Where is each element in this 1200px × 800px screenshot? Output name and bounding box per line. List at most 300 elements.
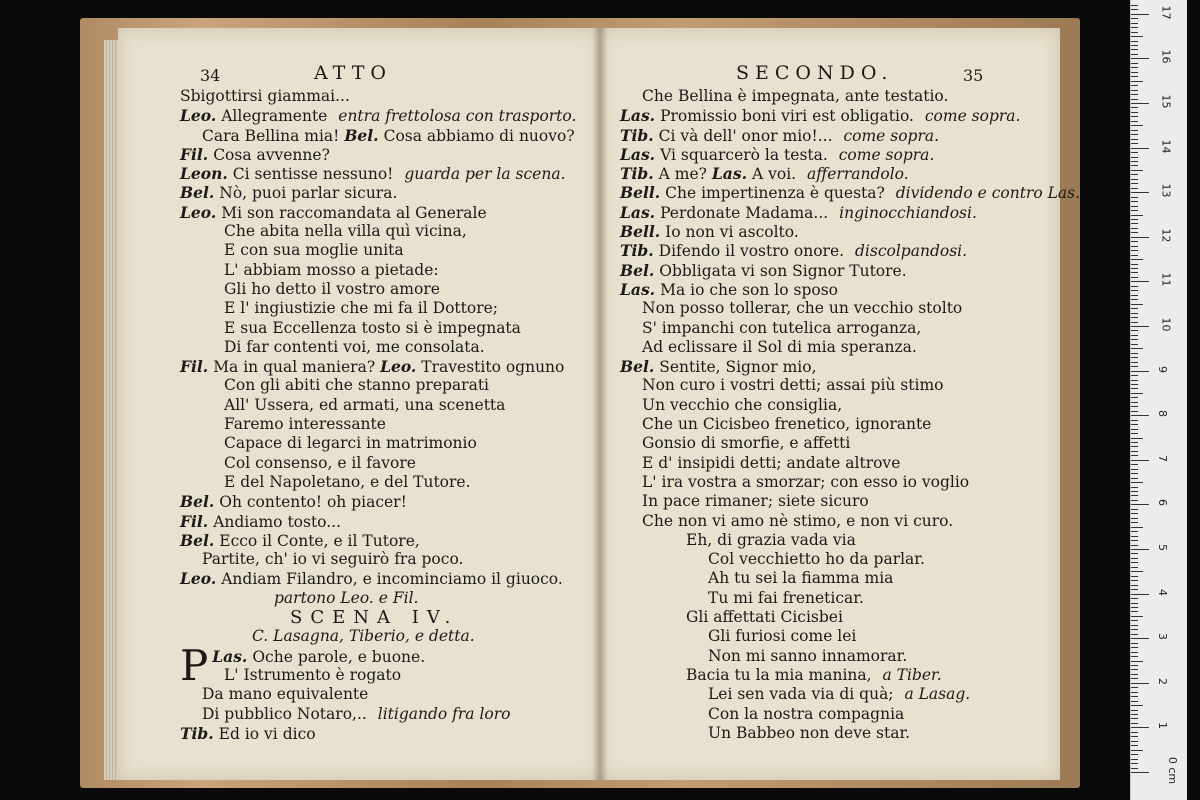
ruler-tick — [1131, 99, 1138, 100]
text-line — [180, 627, 576, 646]
ruler-tick — [1131, 139, 1138, 140]
ruler-tick — [1131, 656, 1138, 657]
ruler-tick — [1131, 603, 1138, 604]
text-line — [180, 705, 576, 724]
verse-text: E con sua moglie unita — [224, 241, 404, 260]
ruler-tick — [1131, 460, 1149, 461]
ruler-tick — [1131, 5, 1138, 6]
text-line — [620, 454, 1080, 473]
text-line — [620, 357, 1080, 376]
ruler-tick — [1131, 27, 1138, 28]
verse-text: Gli ho detto il vostro amore — [224, 279, 440, 298]
ruler-tick — [1131, 103, 1149, 104]
verse-text: Bacia tu la mia manina, — [686, 665, 877, 684]
ruler-tick — [1131, 567, 1138, 568]
stage-direction: dividendo e contro Las. — [895, 184, 1081, 203]
verse-text: Promissio boni viri est obligatio. — [660, 107, 919, 126]
verse-text: Allegramente — [221, 107, 333, 126]
ruler-tick — [1131, 317, 1138, 318]
ruler-tick — [1131, 14, 1149, 15]
text-line — [620, 685, 1080, 704]
ruler-tick — [1131, 272, 1138, 273]
ruler-label: 13 — [1159, 183, 1173, 198]
ruler-tick — [1131, 174, 1138, 175]
ruler-tick — [1131, 375, 1138, 376]
ruler-tick — [1131, 629, 1138, 630]
ruler-tick — [1131, 455, 1138, 456]
ruler-tick — [1131, 433, 1138, 434]
ruler-tick — [1131, 286, 1138, 287]
ruler-tick — [1131, 549, 1149, 550]
verse-text: Andiamo tosto... — [213, 512, 342, 531]
verse-text: Oche parole, e buone. — [252, 647, 426, 666]
ruler-tick — [1131, 683, 1149, 684]
verse-text: Perdonate Madama... — [660, 203, 834, 222]
speaker-label: Fil. — [180, 511, 209, 531]
text-line — [620, 589, 1080, 608]
text-line — [180, 396, 576, 415]
text-line — [620, 145, 1080, 164]
text-line — [180, 376, 576, 395]
verse-text: Un Babbeo non deve star. — [708, 723, 911, 742]
text-line — [620, 280, 1080, 299]
ruler-tick — [1131, 63, 1138, 64]
text-line — [620, 512, 1080, 531]
text-line — [180, 666, 576, 685]
scene-heading: SCENA IV. — [290, 607, 459, 629]
ruler-tick — [1131, 759, 1138, 760]
ruler-tick — [1131, 531, 1138, 532]
verse-text: Di far contenti voi, me consolata. — [224, 337, 485, 356]
verse-text: All' Ussera, ed armati, una scenetta — [224, 395, 506, 414]
ruler-tick — [1131, 473, 1138, 474]
ruler-tick — [1131, 170, 1143, 171]
ruler-tick — [1131, 754, 1138, 755]
ruler-tick — [1131, 36, 1143, 37]
ruler-label: 17 — [1159, 5, 1173, 20]
speaker-label: Las. — [620, 279, 656, 299]
speaker-label: Bel. — [180, 492, 215, 512]
ruler-label: 1 — [1156, 722, 1169, 730]
ruler-tick — [1131, 625, 1138, 626]
speaker-label: Bel. — [180, 183, 215, 203]
verse-text: Partite, ch' io vi seguirò fra poco. — [202, 550, 464, 569]
text-line — [620, 164, 1080, 183]
ruler-tick — [1131, 482, 1143, 483]
speaker-label: Bel. — [620, 260, 655, 280]
ruler-tick — [1131, 295, 1138, 296]
text-line — [620, 376, 1080, 395]
text-line — [620, 666, 1080, 685]
ruler-tick — [1131, 67, 1138, 68]
ruler-tick — [1131, 210, 1138, 211]
ruler-tick — [1131, 616, 1143, 617]
ruler-tick — [1131, 81, 1143, 82]
ruler-tick — [1131, 264, 1138, 265]
ruler-tick — [1131, 768, 1138, 769]
text-line — [620, 705, 1080, 724]
verse-text: Che abita nella villa quì vicina, — [224, 222, 467, 241]
text-line — [620, 222, 1080, 241]
text-line — [180, 261, 576, 280]
text-line — [180, 724, 576, 743]
stage-direction: entra frettolosa con trasporto. — [338, 107, 577, 126]
ruler-tick — [1131, 281, 1149, 282]
ruler-tick — [1131, 290, 1138, 291]
ruler-tick — [1131, 438, 1143, 439]
ruler-tick — [1131, 464, 1138, 465]
ruler-tick — [1131, 718, 1138, 719]
verse-text: S' impanchi con tutelica arroganza, — [642, 318, 922, 337]
ruler-label: 6 — [1156, 499, 1169, 507]
ruler-tick — [1131, 562, 1138, 563]
ruler-tick — [1131, 553, 1138, 554]
ruler-tick — [1131, 45, 1138, 46]
ruler-tick — [1131, 687, 1138, 688]
ruler-tick — [1131, 134, 1138, 135]
ruler-tick — [1131, 638, 1149, 639]
ruler-tick — [1131, 665, 1138, 666]
ruler-tick — [1131, 366, 1138, 367]
ruler-tick — [1131, 402, 1138, 403]
ruler-tick — [1131, 54, 1138, 55]
left-page — [118, 28, 601, 780]
verse-text: Capace di legarci in matrimonio — [224, 434, 477, 453]
ruler-tick — [1131, 130, 1138, 131]
verse-text: Tu mi fai freneticar. — [708, 588, 864, 607]
ruler-tick — [1131, 121, 1138, 122]
text-line — [620, 434, 1080, 453]
verse-text: Travestito ognuno — [421, 358, 565, 377]
verse-text: Ah tu sei la fiamma mia — [708, 569, 894, 588]
ruler-tick — [1131, 250, 1138, 251]
verse-text: Ma in qual maniera? — [213, 358, 381, 377]
ruler-tick — [1131, 157, 1138, 158]
verse-text: Mi son raccomandata al Generale — [221, 203, 487, 222]
ruler-tick — [1131, 384, 1138, 385]
ruler-label: 15 — [1159, 94, 1173, 109]
speaker-label: Leon. — [180, 164, 228, 184]
speaker-label: Las. — [620, 202, 656, 222]
ruler-tick — [1131, 727, 1149, 728]
speaker-label: Las. — [711, 164, 747, 184]
text-line — [180, 126, 576, 145]
text-line — [180, 357, 576, 376]
text-line — [180, 145, 576, 164]
ruler-tick — [1131, 710, 1138, 711]
text-block — [180, 87, 576, 743]
ruler-tick — [1131, 669, 1138, 670]
verse-text: Non mi sanno innamorar. — [708, 646, 908, 665]
ruler-tick — [1131, 611, 1138, 612]
stage-direction: a Lasag. — [904, 685, 971, 704]
ruler-tick — [1131, 705, 1143, 706]
ruler-tick — [1131, 72, 1138, 73]
text-line — [180, 203, 576, 222]
ruler-tick — [1131, 442, 1138, 443]
ruler-tick — [1131, 495, 1138, 496]
verse-text: Ci và dell' onor mio!... — [658, 126, 838, 145]
ruler-tick — [1131, 41, 1138, 42]
verse-text: Un vecchio che consiglia, — [642, 395, 843, 414]
page-number: 34 — [200, 66, 221, 85]
ruler-tick — [1131, 192, 1149, 193]
ruler-tick — [1131, 571, 1143, 572]
verse-text: A me? — [658, 165, 712, 184]
verse-text: A voi. — [751, 165, 802, 184]
ruler-tick — [1131, 647, 1138, 648]
text-line — [180, 685, 576, 704]
ruler-tick — [1131, 246, 1138, 247]
text-line — [620, 415, 1080, 434]
verse-text: L' Istrumento è rogato — [224, 665, 402, 684]
speaker-label: Bel. — [620, 357, 655, 377]
ruler-tick — [1131, 411, 1138, 412]
verse-text: Cosa avvenne? — [213, 145, 330, 164]
verse-text: Non posso tollerar, che un vecchio stolto — [642, 299, 963, 318]
text-line — [620, 647, 1080, 666]
ruler-tick — [1131, 197, 1138, 198]
ruler-label: 7 — [1156, 454, 1169, 462]
ruler-tick — [1131, 348, 1143, 349]
text-line — [620, 608, 1080, 627]
ruler-tick — [1131, 692, 1138, 693]
stage-direction: come sopra. — [838, 145, 935, 164]
ruler-tick — [1131, 741, 1138, 742]
verse-text: Ad eclissare il Sol di mia speranza. — [642, 337, 917, 356]
ruler-tick — [1131, 522, 1138, 523]
verse-text: Che Bellina è impegnata, ante testatio. — [642, 87, 949, 105]
ruler-tick — [1131, 322, 1138, 323]
ruler-tick — [1131, 661, 1143, 662]
ruler-tick — [1131, 536, 1138, 537]
ruler-tick — [1131, 388, 1138, 389]
stage-direction: come sopra. — [843, 126, 940, 145]
verse-text: Sbigottirsi giammai... — [180, 87, 350, 105]
ruler-tick — [1131, 643, 1138, 644]
ruler-tick — [1131, 478, 1138, 479]
ruler-tick — [1131, 420, 1138, 421]
stage-direction: inginocchiandosi. — [839, 203, 977, 222]
ruler-tick — [1131, 701, 1138, 702]
ruler-tick — [1131, 339, 1138, 340]
verse-text: Con la nostra compagnia — [708, 704, 905, 723]
text-line — [180, 338, 576, 357]
text-line — [620, 261, 1080, 280]
ruler-tick — [1131, 732, 1138, 733]
text-line — [620, 203, 1080, 222]
ruler-tick — [1131, 745, 1138, 746]
stage-direction: afferrandolo. — [807, 165, 909, 184]
ruler-tick — [1131, 112, 1138, 113]
ruler-tick — [1131, 161, 1138, 162]
ruler-tick — [1131, 393, 1143, 394]
verse-text: L' ira vostra a smorzar; con esso io voglio — [642, 472, 970, 491]
verse-text: Col vecchietto ho da parlar. — [708, 550, 925, 569]
text-line — [620, 241, 1080, 260]
text-line — [620, 299, 1080, 318]
ruler-label: 5 — [1156, 544, 1169, 551]
ruler-tick — [1131, 634, 1138, 635]
speaker-label: Las. — [212, 646, 248, 666]
ruler-label: 8 — [1156, 410, 1169, 418]
speaker-label: Tib. — [620, 164, 654, 184]
verse-text: Gli furiosi come lei — [708, 627, 857, 646]
ruler-tick — [1131, 183, 1138, 184]
speaker-label: Tib. — [620, 125, 654, 145]
ruler-label: 14 — [1159, 139, 1173, 154]
ruler-tick — [1131, 215, 1143, 216]
ruler-label: 2 — [1156, 677, 1169, 685]
verse-text: E sua Eccellenza tosto si è impegnata — [224, 318, 521, 337]
ruler-tick — [1131, 330, 1138, 331]
ruler-tick — [1131, 504, 1149, 505]
text-line — [180, 531, 576, 550]
ruler-tick — [1131, 652, 1138, 653]
stage-direction: C. Lasagna, Tiberio, e detta. — [252, 627, 475, 646]
verse-text: Vi squarcerò la testa. — [660, 145, 833, 164]
text-line — [620, 183, 1080, 202]
text-line — [180, 569, 576, 588]
text-line — [620, 531, 1080, 550]
book-gutter — [592, 28, 608, 780]
stage-direction: discolpandosi. — [855, 242, 968, 261]
text-line — [180, 87, 576, 106]
ruler-tick — [1131, 179, 1138, 180]
text-line — [180, 608, 576, 627]
verse-text: Oh contento! oh piacer! — [219, 493, 407, 512]
ruler-tick — [1131, 255, 1138, 256]
ruler-tick — [1131, 594, 1149, 595]
stage-direction: guarda per la scena. — [404, 165, 566, 184]
ruler-tick — [1131, 116, 1138, 117]
ruler-tick — [1131, 362, 1138, 363]
stage-direction: litigando fra loro — [377, 704, 511, 723]
ruler-tick — [1131, 107, 1138, 108]
ruler-tick — [1131, 589, 1138, 590]
ruler-tick — [1131, 201, 1138, 202]
ruler-tick — [1131, 500, 1138, 501]
ruler-tick — [1131, 406, 1138, 407]
speaker-label: Bell. — [620, 183, 661, 203]
text-block — [620, 87, 1080, 743]
ruler-tick — [1131, 353, 1138, 354]
ruler-tick — [1131, 90, 1138, 91]
verse-text: Io non vi ascolto. — [665, 223, 799, 242]
text-line — [180, 415, 576, 434]
ruler-tick — [1131, 678, 1138, 679]
text-line — [180, 299, 576, 318]
text-line — [620, 724, 1080, 743]
ruler-tick — [1131, 527, 1143, 528]
ruler-tick — [1131, 518, 1138, 519]
speaker-label: Tib. — [620, 241, 654, 261]
ruler-tick — [1131, 308, 1138, 309]
verse-text: Cosa abbiamo di nuovo? — [383, 126, 575, 145]
page-number: 35 — [963, 66, 984, 85]
ruler-tick — [1131, 371, 1149, 372]
text-line — [180, 492, 576, 511]
running-head: ATTO — [314, 62, 392, 84]
ruler-tick — [1131, 32, 1138, 33]
text-line — [620, 492, 1080, 511]
text-line — [180, 164, 576, 183]
ruler-tick — [1131, 558, 1138, 559]
text-line — [180, 280, 576, 299]
ruler-tick — [1131, 76, 1138, 77]
ruler-label: 10 — [1159, 317, 1173, 332]
text-line — [620, 106, 1080, 125]
verse-text: Ma io che son lo sposo — [660, 280, 839, 299]
ruler-label: 11 — [1159, 272, 1173, 287]
verse-text: Gli affettati Cicisbei — [686, 608, 843, 627]
ruler-tick — [1131, 259, 1143, 260]
speaker-label: Bel. — [344, 125, 379, 145]
ruler-tick — [1131, 357, 1138, 358]
verse-text: Ed io vi dico — [218, 724, 316, 743]
verse-text: Gonsio di smorfie, e affetti — [642, 434, 851, 453]
speaker-label: Bell. — [620, 222, 661, 242]
ruler-label: 0 cm — [1166, 756, 1180, 785]
ruler-label: 3 — [1156, 633, 1169, 641]
text-line — [180, 241, 576, 260]
right-page — [600, 28, 1081, 780]
ruler-label: 9 — [1156, 365, 1169, 373]
text-line — [620, 569, 1080, 588]
text-line — [620, 126, 1080, 145]
text-line — [620, 550, 1080, 569]
text-line — [620, 87, 1080, 106]
ruler-tick — [1131, 228, 1138, 229]
ruler-tick — [1131, 277, 1138, 278]
ruler-tick — [1131, 585, 1138, 586]
text-line — [620, 338, 1080, 357]
speaker-label: Leo. — [380, 357, 417, 377]
ruler-tick — [1131, 763, 1138, 764]
text-line — [620, 396, 1080, 415]
verse-text: L' abbiam mosso a pietade: — [224, 260, 439, 279]
ruler-tick — [1131, 304, 1143, 305]
ruler-tick — [1131, 9, 1138, 10]
ruler-label: 4 — [1156, 588, 1169, 596]
ruler-tick — [1131, 335, 1138, 336]
stage-direction: come sopra. — [924, 107, 1021, 126]
ruler-tick — [1131, 23, 1138, 24]
text-line — [620, 319, 1080, 338]
verse-text: Nò, puoi parlar sicura. — [219, 184, 398, 203]
ruler-tick — [1131, 49, 1138, 50]
verse-text: Che impertinenza è questa? — [665, 184, 890, 203]
verse-text: Obbligata vi son Signor Tutore. — [659, 261, 907, 280]
ruler-tick — [1131, 188, 1138, 189]
ruler-tick — [1131, 143, 1138, 144]
verse-text: Sentite, Signor mio, — [659, 358, 817, 377]
speaker-label: Las. — [620, 106, 656, 126]
text-line — [180, 222, 576, 241]
ruler-tick — [1131, 509, 1138, 510]
ruler-tick — [1131, 125, 1143, 126]
verse-text: Ecco il Conte, e il Tutore, — [219, 531, 420, 550]
verse-text: Eh, di grazia vada via — [686, 530, 856, 549]
ruler-tick — [1131, 299, 1138, 300]
ruler-tick — [1131, 232, 1138, 233]
ruler-tick — [1131, 446, 1138, 447]
ruler-tick — [1131, 598, 1138, 599]
ruler-tick — [1131, 85, 1138, 86]
ruler-tick — [1131, 696, 1138, 697]
ruler-tick — [1131, 772, 1149, 773]
speaker-label: Fil. — [180, 144, 209, 164]
